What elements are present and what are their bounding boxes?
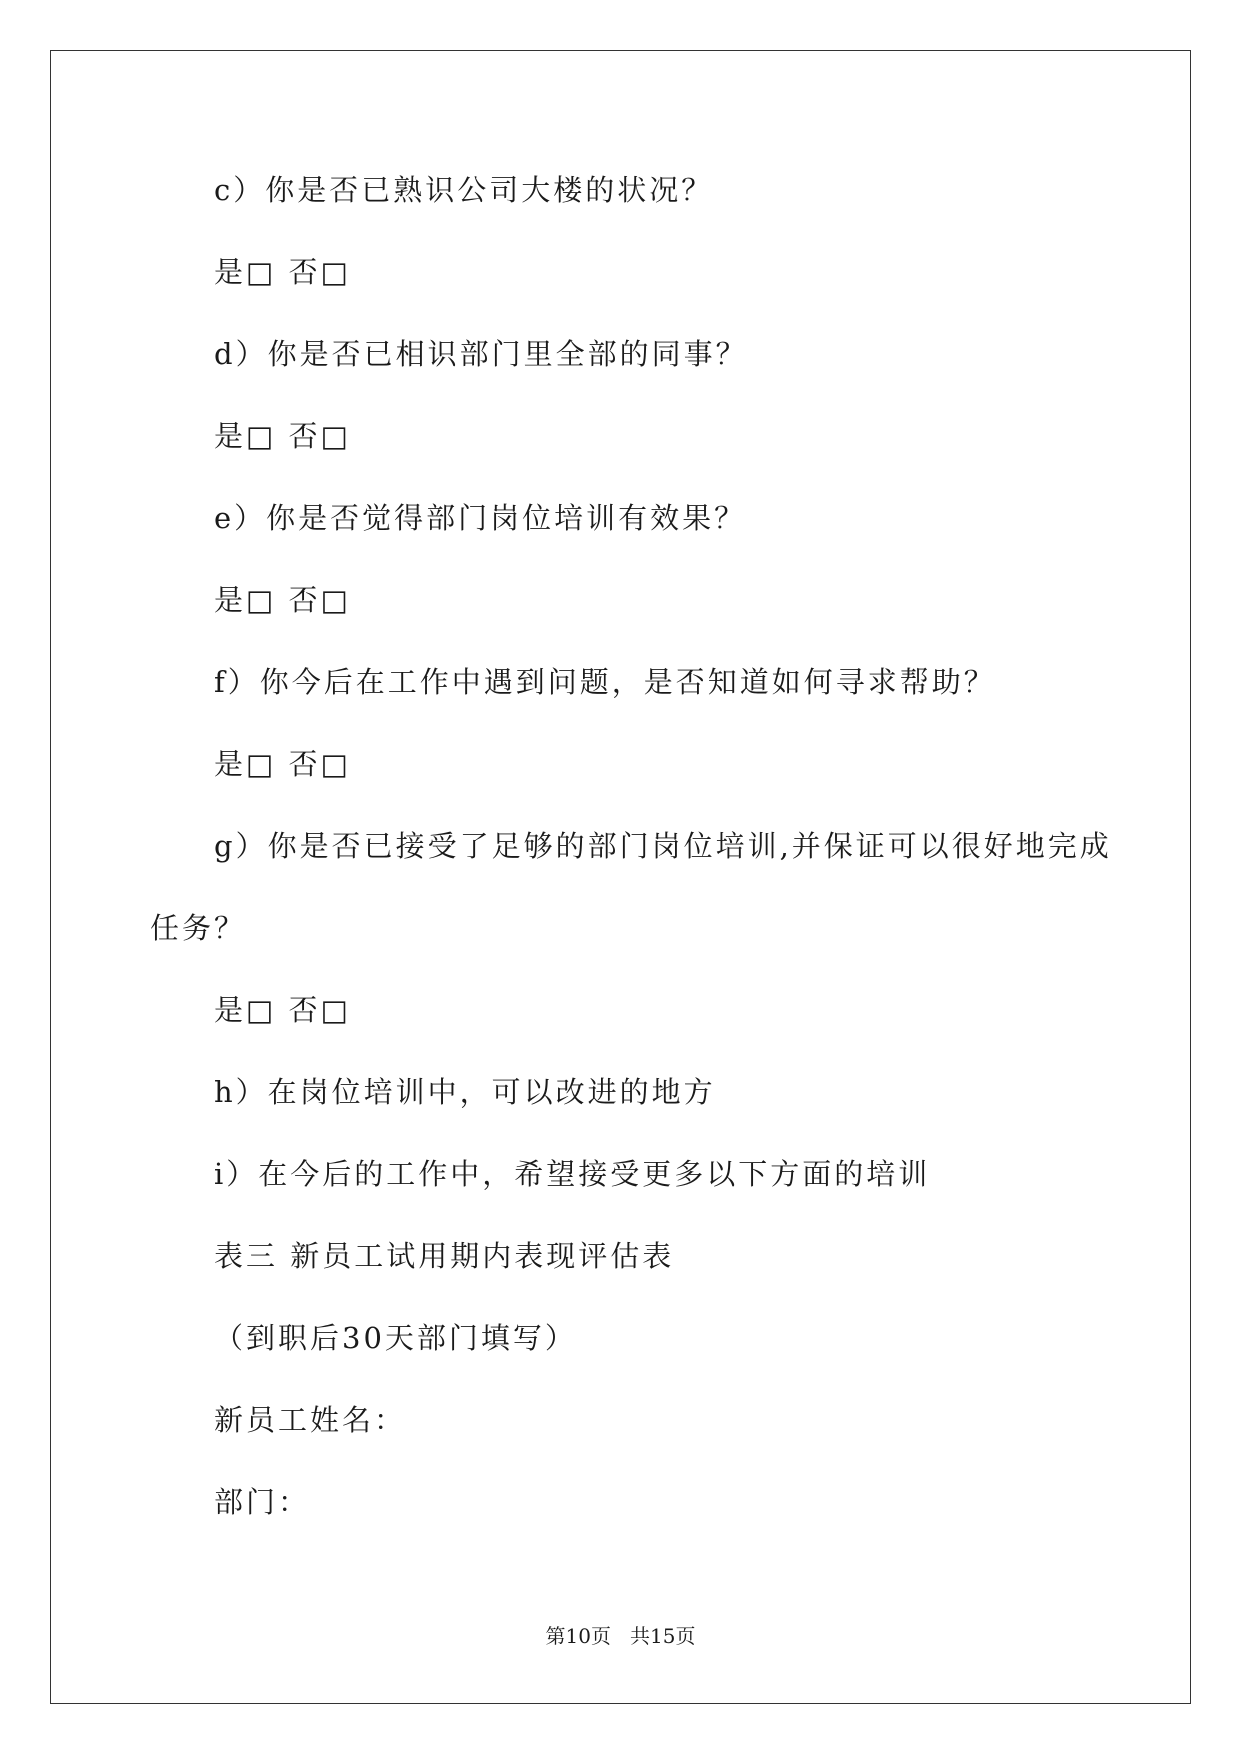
question-h: h）在岗位培训中，可以改进的地方 (214, 1075, 716, 1109)
question-e: e）你是否觉得部门岗位培训有效果？ (214, 501, 747, 535)
answer-f-checkboxes[interactable]: 是□ 否□ (214, 747, 352, 781)
question-d: d）你是否已相识部门里全部的同事？ (214, 337, 748, 371)
page-footer: 第10页 共15页 (545, 1624, 696, 1648)
answer-d-checkboxes[interactable]: 是□ 否□ (214, 419, 352, 453)
answer-g-checkboxes[interactable]: 是□ 否□ (214, 993, 352, 1027)
employee-name-label: 新员工姓名： (214, 1403, 407, 1437)
page-border (50, 50, 1191, 1704)
answer-e-checkboxes[interactable]: 是□ 否□ (214, 583, 352, 617)
question-g-continued: 任务？ (150, 911, 247, 945)
question-c: c）你是否已熟识公司大楼的状况？ (214, 173, 714, 207)
table-three-title: 表三 新员工试用期内表现评估表 (214, 1239, 675, 1273)
question-f: f）你今后在工作中遇到问题，是否知道如何寻求帮助？ (214, 665, 996, 699)
question-g: g）你是否已接受了足够的部门岗位培训,并保证可以很好地完成 (214, 829, 1112, 863)
question-i: i）在今后的工作中，希望接受更多以下方面的培训 (214, 1157, 931, 1191)
fill-instruction: （到职后30天部门填写） (214, 1321, 577, 1355)
department-label: 部门： (214, 1485, 311, 1519)
answer-c-checkboxes[interactable]: 是□ 否□ (214, 255, 352, 289)
